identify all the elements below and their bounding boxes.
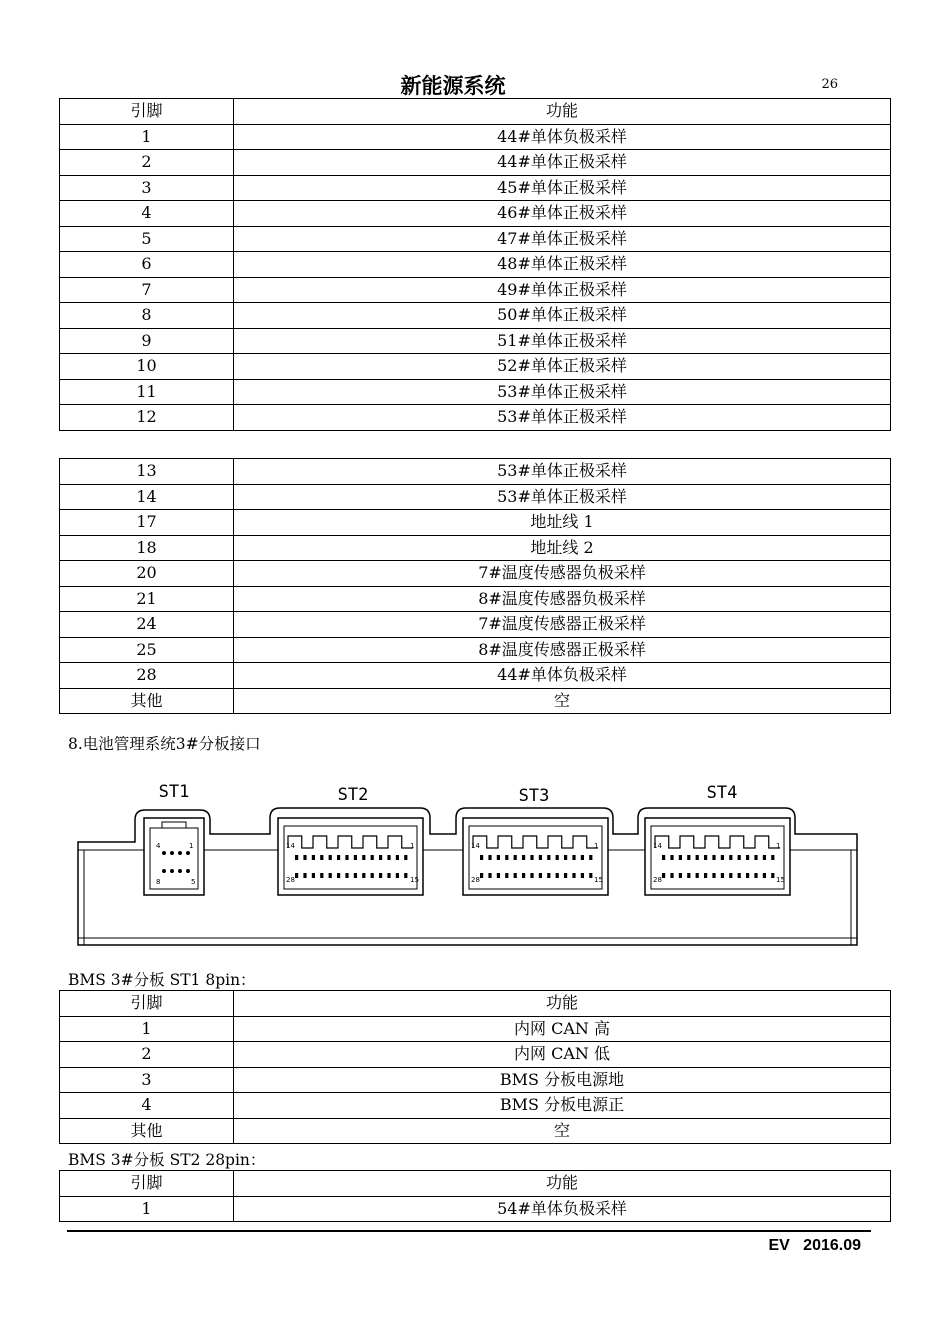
pin-cell: 6 [60,252,234,278]
st2-pin [371,855,374,860]
table-row [60,1042,891,1068]
table-row [60,1118,891,1144]
table-row [60,226,891,252]
footer-rule [67,1230,871,1232]
function-cell: 44#单体负极采样 [234,124,891,150]
table-row [60,535,891,561]
pin-table-1 [59,98,891,431]
function-cell: 53#单体正极采样 [234,405,891,431]
st1-pin-label: 5 [191,878,196,886]
st2-pin [312,855,315,860]
st3-pin [514,873,517,878]
st2-pin [337,873,340,878]
st3-pin [514,855,517,860]
pin-table-1-body [60,99,891,431]
function-cell: 45#单体正极采样 [234,175,891,201]
table-row [60,303,891,329]
pin-cell: 1 [60,124,234,150]
st3-pin-label: 14 [471,842,480,850]
pin-cell: 9 [60,328,234,354]
page-title: 新能源系统 [400,73,506,98]
header-function: 功能 [234,99,891,125]
st4-pin [662,873,665,878]
pin-cell: 21 [60,586,234,612]
st3-pin [522,873,525,878]
st1-pin-label: 1 [189,842,194,850]
st3-pin [547,855,550,860]
st4-pin [763,855,766,860]
section-heading: 8.电池管理系统3#分板接口 [68,735,261,753]
function-cell: 44#单体正极采样 [234,150,891,176]
st4-connector [645,818,790,895]
table-row [60,124,891,150]
st4-pin [704,855,707,860]
st2-pin [295,873,298,878]
pin-cell: 5 [60,226,234,252]
table-row [60,277,891,303]
function-cell: 52#单体正极采样 [234,354,891,380]
st3-pin-label: 1 [594,842,599,850]
table-row [60,328,891,354]
pin-cell: 2 [60,150,234,176]
st3-pin [572,855,575,860]
header-function: 功能 [234,991,891,1017]
st2-connector [278,818,423,895]
st1-pin-table [59,990,891,1144]
st2-pin [320,873,323,878]
table-row [60,1016,891,1042]
table-row [60,1093,891,1119]
pin-cell: 7 [60,277,234,303]
pin-cell: 2 [60,1042,234,1068]
pin-cell: 14 [60,484,234,510]
st4-pin [754,855,757,860]
pin-cell: 18 [60,535,234,561]
table-row [60,484,891,510]
st3-pin [530,855,533,860]
st2-pin [345,855,348,860]
header-pin: 引脚 [60,1171,234,1197]
function-cell: 空 [234,688,891,714]
table-header-row [60,1171,891,1197]
st4-pin [754,873,757,878]
table-row [60,561,891,587]
st2-pin [396,873,399,878]
st4-pin [670,855,673,860]
st3-pin [480,855,483,860]
st2-pin [345,873,348,878]
table-header-row [60,99,891,125]
st2-caption: BMS 3#分板 ST2 28pin： [68,1151,266,1169]
function-cell: 8#温度传感器正极采样 [234,637,891,663]
st2-pin [379,855,382,860]
st4-pin [670,873,673,878]
function-cell: 51#单体正极采样 [234,328,891,354]
st3-pin [522,855,525,860]
st4-pin [679,855,682,860]
pin-cell: 8 [60,303,234,329]
table-row [60,612,891,638]
st3-pin [488,873,491,878]
table-row [60,252,891,278]
st3-pin [488,855,491,860]
st2-pin-label: 1 [410,842,415,850]
st2-pin [396,855,399,860]
function-cell: 8#温度传感器负极采样 [234,586,891,612]
st4-pin [696,873,699,878]
st4-pin [687,873,690,878]
footer-label: EV 2016.09 [768,1237,861,1254]
function-cell: BMS 分板电源正 [234,1093,891,1119]
st4-pin [696,855,699,860]
st4-pin [738,855,741,860]
st3-pin [480,873,483,878]
st3-pin [564,873,567,878]
pin-cell: 其他 [60,688,234,714]
st4-pin [704,873,707,878]
function-cell: 内网 CAN 低 [234,1042,891,1068]
pin-table-2-body [60,459,891,714]
pin-cell: 4 [60,201,234,227]
pin-cell: 其他 [60,1118,234,1144]
pin-cell: 10 [60,354,234,380]
function-cell: 54#单体负极采样 [234,1196,891,1222]
st2-pin-table [59,1170,891,1222]
pin-cell: 3 [60,175,234,201]
pin-cell: 4 [60,1093,234,1119]
label-st4: ST4 [706,783,738,803]
st3-pin [556,873,559,878]
st2-pin [337,855,340,860]
st1-pin-label: 4 [156,842,161,850]
st2-pin-label: 28 [286,876,295,884]
st2-pin [329,873,332,878]
table-header-row [60,991,891,1017]
st2-pin [320,855,323,860]
st1-caption: BMS 3#分板 ST1 8pin： [68,971,256,989]
st4-pin [687,855,690,860]
pin-cell: 12 [60,405,234,431]
table-row [60,201,891,227]
header-pin: 引脚 [60,991,234,1017]
st3-pin [547,873,550,878]
function-cell: 53#单体正极采样 [234,379,891,405]
function-cell: 49#单体正极采样 [234,277,891,303]
function-cell: 50#单体正极采样 [234,303,891,329]
st2-pin [354,873,357,878]
function-cell: 地址线 1 [234,510,891,536]
function-cell: BMS 分板电源地 [234,1067,891,1093]
pin-cell: 28 [60,663,234,689]
table-row [60,637,891,663]
function-cell: 7#温度传感器正极采样 [234,612,891,638]
pin-cell: 11 [60,379,234,405]
st4-pin [712,873,715,878]
st3-connector [463,818,608,895]
function-cell: 48#单体正极采样 [234,252,891,278]
st3-pin [556,855,559,860]
pin-cell: 1 [60,1016,234,1042]
label-st1: ST1 [158,782,190,802]
st4-pin [662,855,665,860]
table-row [60,1196,891,1222]
label-st3: ST3 [518,786,550,806]
st4-pin [712,855,715,860]
page-number: 26 [821,77,838,92]
function-cell: 地址线 2 [234,535,891,561]
table-row [60,688,891,714]
label-st2: ST2 [337,785,369,805]
table-row [60,586,891,612]
table-row [60,175,891,201]
pin-cell: 3 [60,1067,234,1093]
st2-pin-table-body [60,1171,891,1222]
table-row [60,459,891,485]
st2-pin [354,855,357,860]
st3-pin [505,873,508,878]
st3-pin-label: 28 [471,876,480,884]
st2-pin [404,855,407,860]
28pin-connectors [278,818,790,895]
pin-cell: 17 [60,510,234,536]
st4-pin-label: 14 [653,842,662,850]
st4-pin [729,855,732,860]
st1-pin-table-body [60,991,891,1144]
st4-shell [645,818,790,895]
table-row [60,663,891,689]
function-cell: 内网 CAN 高 [234,1016,891,1042]
st3-pin [589,855,592,860]
st3-pin [497,873,500,878]
st3-pin [572,873,575,878]
st3-shell [463,818,608,895]
st2-pin [295,855,298,860]
connector-diagram [70,770,870,950]
pin-table-2 [59,458,891,714]
st4-pin [721,855,724,860]
pin-cell: 25 [60,637,234,663]
pin-cell: 20 [60,561,234,587]
function-cell: 7#温度传感器负极采样 [234,561,891,587]
st3-pin [564,855,567,860]
function-cell: 53#单体正极采样 [234,459,891,485]
st4-pin [738,873,741,878]
st4-pin [746,873,749,878]
st4-pin [746,855,749,860]
st3-pin-label: 15 [594,876,603,884]
st3-pin [589,873,592,878]
st3-pin [539,873,542,878]
st2-pin [329,855,332,860]
st3-pin [497,855,500,860]
st3-pin [505,855,508,860]
st3-pin [581,873,584,878]
st4-pin [763,873,766,878]
st4-pin-label: 1 [776,842,781,850]
st4-pin [729,873,732,878]
function-cell: 47#单体正极采样 [234,226,891,252]
st4-pin [771,855,774,860]
st3-pin [539,855,542,860]
page-header [66,66,840,99]
st2-pin [362,855,365,860]
st2-pin-label: 14 [286,842,295,850]
st4-pin [771,873,774,878]
st4-pin [721,873,724,878]
table-row [60,405,891,431]
st4-pin-label: 28 [653,876,662,884]
function-cell: 53#单体正极采样 [234,484,891,510]
st4-pin-label: 15 [776,876,785,884]
header-function: 功能 [234,1171,891,1197]
st2-pin [362,873,365,878]
st2-pin [303,855,306,860]
st2-pin [387,855,390,860]
function-cell: 44#单体负极采样 [234,663,891,689]
st2-pin [404,873,407,878]
st4-pin [679,873,682,878]
table-row [60,150,891,176]
header-pin: 引脚 [60,99,234,125]
st2-pin [312,873,315,878]
st3-pin [530,873,533,878]
pin-cell: 13 [60,459,234,485]
st2-pin [303,873,306,878]
st2-shell [278,818,423,895]
pin-cell: 24 [60,612,234,638]
table-row [60,379,891,405]
table-row [60,510,891,536]
st2-pin [387,873,390,878]
function-cell: 46#单体正极采样 [234,201,891,227]
table-row [60,1067,891,1093]
function-cell: 空 [234,1118,891,1144]
table-row [60,354,891,380]
pin-cell: 1 [60,1196,234,1222]
st2-pin [371,873,374,878]
st1-pin-label: 8 [156,878,161,886]
st2-pin-label: 15 [410,876,419,884]
st2-pin [379,873,382,878]
st3-pin [581,855,584,860]
